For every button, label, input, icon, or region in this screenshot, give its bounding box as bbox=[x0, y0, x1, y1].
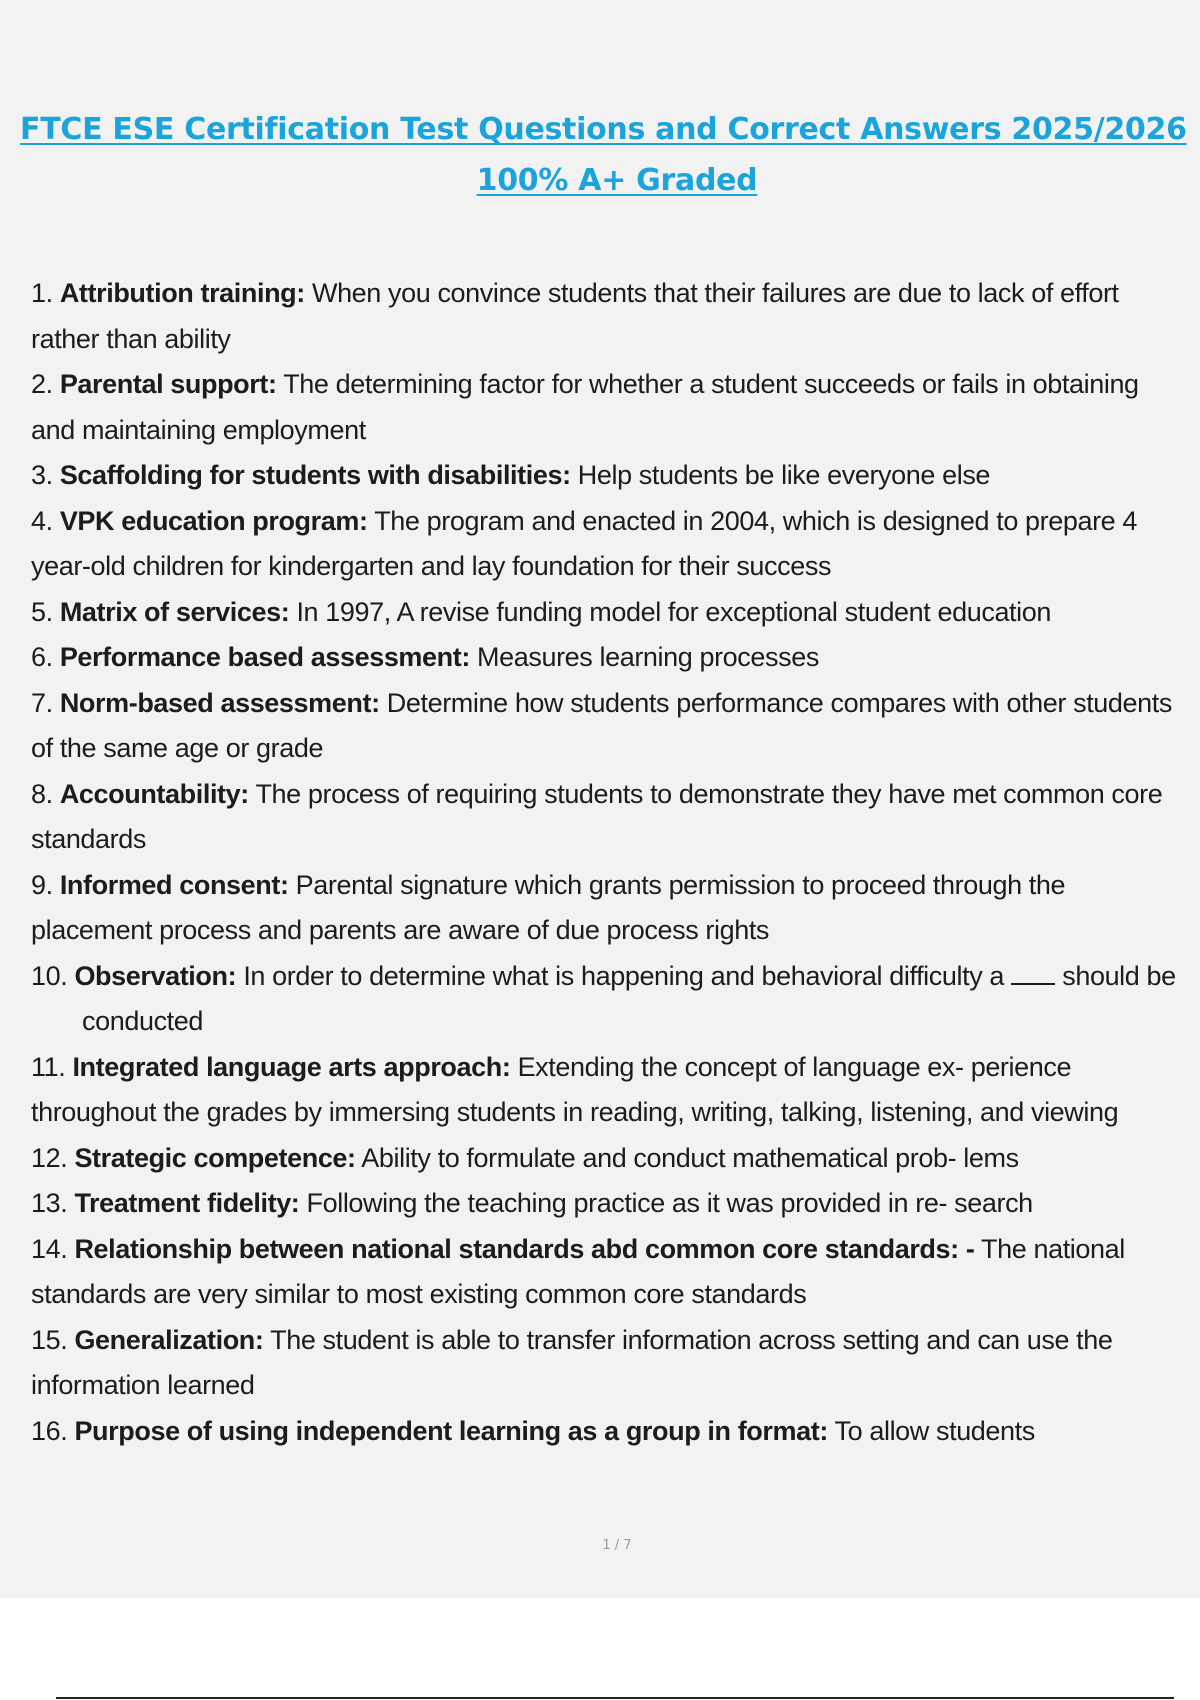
qa-item bbox=[31, 499, 1181, 590]
item-number: 12. bbox=[31, 1142, 68, 1173]
item-definition: Following the teaching practice as it was provided in re- search bbox=[306, 1188, 1033, 1218]
item-number: 1. bbox=[31, 278, 53, 308]
qa-item bbox=[31, 1227, 1181, 1318]
item-number: 5. bbox=[31, 596, 53, 627]
item-term: Performance based assessment: bbox=[59, 642, 470, 672]
item-number: 15. bbox=[31, 1324, 68, 1355]
item-definition-continued: should be conducted bbox=[82, 960, 1176, 1036]
qa-item bbox=[31, 863, 1181, 954]
item-number: 3. bbox=[31, 460, 53, 490]
item-definition: The program and enacted in 2004, which is designed to prepare 4 year-old children for kindergarten and lay foundation for their success bbox=[31, 505, 1138, 581]
qa-list bbox=[31, 271, 1181, 1454]
item-term: Relationship between national standards abd common core standards: - bbox=[74, 1233, 975, 1264]
item-term: Informed consent: bbox=[59, 869, 289, 900]
item-definition: The national standards are very similar to most existing common core standards bbox=[31, 1233, 1125, 1309]
item-number: 14. bbox=[31, 1233, 68, 1264]
item-term: Accountability: bbox=[59, 778, 249, 809]
item-definition: Measures learning processes bbox=[477, 642, 819, 672]
item-number: 6. bbox=[31, 642, 53, 672]
item-term: Attribution training: bbox=[59, 278, 305, 308]
qa-item bbox=[31, 681, 1181, 772]
item-definition: The student is able to transfer information across setting and can use the information learned bbox=[31, 1324, 1113, 1400]
qa-item bbox=[31, 453, 1181, 499]
qa-item bbox=[31, 1318, 1181, 1409]
item-definition: To allow students bbox=[834, 1415, 1035, 1446]
item-term: Matrix of services: bbox=[59, 596, 290, 627]
item-term: Purpose of using independent learning as a group in format: bbox=[74, 1415, 828, 1446]
item-definition: Determine how students performance compares with other students of the same age or grade bbox=[31, 687, 1172, 763]
item-number: 9. bbox=[31, 869, 53, 900]
qa-item bbox=[31, 362, 1181, 453]
page-number: 1 / 7 bbox=[602, 1538, 632, 1553]
item-number: 7. bbox=[31, 687, 53, 718]
qa-item bbox=[31, 1181, 1181, 1227]
qa-item bbox=[31, 590, 1181, 636]
item-number: 13. bbox=[31, 1188, 68, 1218]
item-term: Parental support: bbox=[59, 369, 277, 399]
fill-in-blank bbox=[1011, 961, 1055, 985]
footer-divider bbox=[56, 1697, 1174, 1699]
item-definition: Help students be like everyone else bbox=[577, 460, 991, 490]
item-definition: In 1997, A revise funding model for exceptional student education bbox=[296, 596, 1051, 627]
item-number: 2. bbox=[31, 369, 53, 399]
item-term: Observation: bbox=[74, 960, 237, 991]
item-number: 10. bbox=[31, 960, 68, 991]
qa-item bbox=[31, 635, 1181, 681]
item-term: Integrated language arts approach: bbox=[72, 1051, 511, 1082]
item-definition: The process of requiring students to demonstrate they have met common core standards bbox=[31, 778, 1163, 854]
item-definition: Parental signature which grants permission to proceed through the placement process and parents are aware of due process rights bbox=[31, 869, 1066, 945]
item-number: 16. bbox=[31, 1415, 68, 1446]
qa-item bbox=[31, 1045, 1181, 1136]
qa-item bbox=[31, 772, 1181, 863]
item-definition: The determining factor for whether a student succeeds or fails in obtaining and maintaining employment bbox=[31, 369, 1139, 445]
qa-item bbox=[31, 1136, 1181, 1182]
qa-item bbox=[31, 954, 1181, 1045]
document-subtitle: 100% A+ Graded bbox=[476, 163, 758, 198]
qa-item bbox=[31, 1409, 1181, 1455]
document-title: FTCE ESE Certification Test Questions and Correct Answers 2025/2026 bbox=[20, 112, 1187, 147]
item-term: Norm-based assessment: bbox=[59, 687, 380, 718]
qa-item bbox=[31, 271, 1181, 362]
item-term: Treatment fidelity: bbox=[74, 1188, 300, 1218]
item-number: 8. bbox=[31, 778, 53, 809]
item-definition: In order to determine what is happening and behavioral difficulty a bbox=[243, 960, 1005, 991]
item-definition: Ability to formulate and conduct mathematical prob- lems bbox=[361, 1142, 1019, 1173]
item-term: Scaffolding for students with disabilities: bbox=[59, 460, 571, 490]
item-number: 4. bbox=[31, 505, 53, 536]
item-definition: Extending the concept of language ex- perience throughout the grades by immersing students in reading, writing, talking, listening, and viewing bbox=[31, 1051, 1119, 1127]
item-number: 11. bbox=[31, 1051, 66, 1082]
item-term: Strategic competence: bbox=[74, 1142, 356, 1173]
item-term: Generalization: bbox=[74, 1324, 264, 1355]
item-term: VPK education program: bbox=[59, 505, 368, 536]
item-definition: When you convince students that their failures are due to lack of effort rather than ability bbox=[31, 278, 1119, 354]
